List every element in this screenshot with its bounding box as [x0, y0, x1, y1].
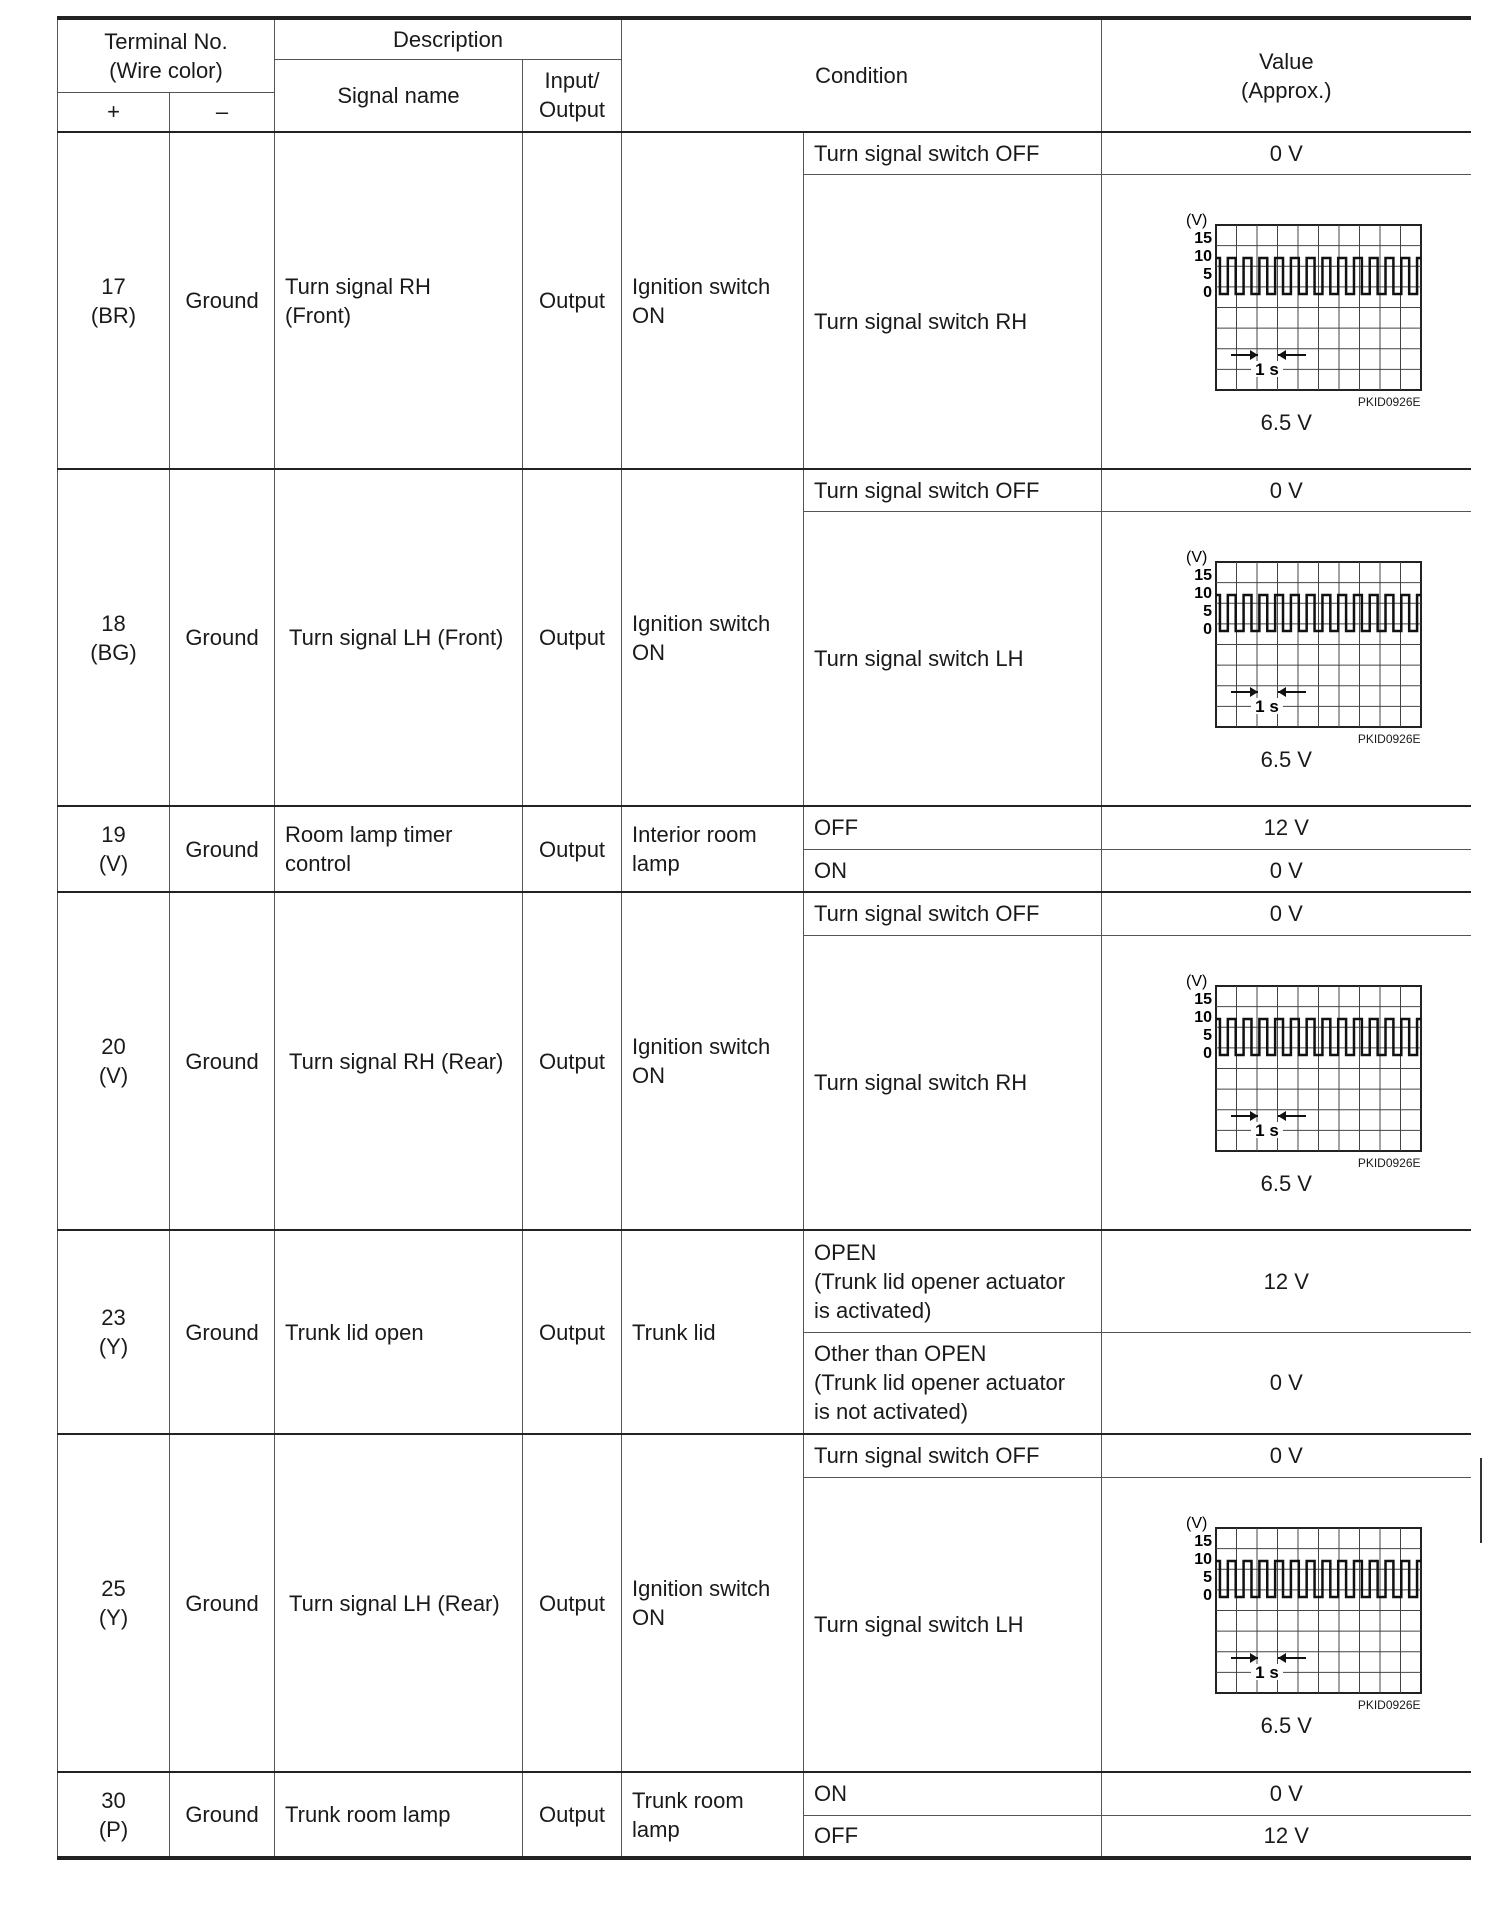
wire-color: (P)	[98, 1816, 129, 1842]
io-cell: Output	[523, 806, 622, 892]
waveform-code: PKID0926E	[1357, 732, 1421, 747]
waveform-y-tick: 5	[1203, 1027, 1213, 1045]
header-value-line1: Value	[1258, 48, 1314, 74]
waveform-time-label: 1 s	[1255, 697, 1280, 717]
waveform-value: 6.5 V	[1260, 1713, 1312, 1739]
terminal-cell	[58, 132, 170, 469]
sub-condition: Turn signal switch RH	[804, 935, 1102, 1230]
waveform-box	[1112, 205, 1461, 437]
terminal-cell	[58, 1772, 170, 1858]
signal-name-line: Trunk room lamp	[285, 1802, 451, 1827]
sub-condition-line: (Trunk lid opener actuator	[814, 1370, 1066, 1396]
wire-color: (Y)	[98, 1605, 129, 1630]
signal-name-cell	[275, 1230, 523, 1434]
io-cell: Output	[523, 469, 622, 806]
page-edge-mark	[1480, 1458, 1482, 1543]
header-io-line2: Output	[539, 97, 606, 123]
terminal-value-table	[57, 16, 1471, 1860]
signal-name-line: Turn signal LH (Front)	[289, 625, 504, 650]
terminal-number: 25	[101, 1576, 126, 1601]
waveform-y-tick: 5	[1203, 603, 1213, 621]
condition-line: lamp	[632, 1816, 680, 1842]
ground-cell: Ground	[170, 132, 275, 469]
condition-line: Ignition switch	[632, 1034, 771, 1059]
waveform-y-tick: 10	[1194, 248, 1213, 266]
sub-condition-line: is not activated)	[814, 1399, 969, 1425]
table-row	[58, 1230, 1471, 1332]
condition-line: ON	[632, 302, 666, 328]
wire-color: (Y)	[98, 1334, 129, 1359]
ground-cell: Ground	[170, 892, 275, 1230]
sub-condition	[804, 1332, 1102, 1434]
ground-cell: Ground	[170, 1434, 275, 1772]
value-cell: 0 V	[1102, 1332, 1471, 1434]
sub-condition: Turn signal switch OFF	[804, 132, 1102, 174]
condition-line: Ignition switch	[632, 1576, 771, 1601]
header-terminal-no: Terminal No.	[104, 28, 228, 54]
header-minus: –	[170, 92, 275, 132]
value-cell: 0 V	[1102, 1772, 1471, 1815]
waveform-y-tick: 15	[1194, 567, 1213, 585]
wire-color: (V)	[98, 851, 129, 876]
signal-name-cell	[275, 132, 523, 469]
waveform-graph	[1146, 205, 1426, 395]
header-terminal	[58, 18, 275, 92]
condition-line: Trunk lid	[632, 1319, 716, 1345]
condition-cell	[622, 1230, 804, 1434]
value-cell: 0 V	[1102, 1434, 1471, 1477]
ground-cell: Ground	[170, 806, 275, 892]
condition-cell	[622, 892, 804, 1230]
signal-name-cell	[275, 1434, 523, 1772]
waveform-box	[1112, 542, 1461, 774]
value-cell: 12 V	[1102, 806, 1471, 849]
waveform-y-tick: 10	[1194, 585, 1213, 603]
value-cell: 0 V	[1102, 469, 1471, 511]
terminal-cell	[58, 1230, 170, 1434]
condition-line: ON	[632, 1063, 666, 1088]
header-wire-color: (Wire color)	[109, 57, 223, 83]
waveform-y-tick: 10	[1194, 1009, 1213, 1027]
waveform-y-tick: 10	[1194, 1551, 1213, 1569]
value-cell: 12 V	[1102, 1230, 1471, 1332]
header-io-line1: Input/	[544, 68, 600, 94]
terminal-number: 20	[101, 1034, 126, 1059]
value-cell: 0 V	[1102, 132, 1471, 174]
condition-line: ON	[632, 639, 666, 665]
terminal-cell	[58, 806, 170, 892]
condition-cell	[622, 1772, 804, 1858]
waveform-y-tick: 15	[1194, 230, 1213, 248]
sub-condition: ON	[804, 1772, 1102, 1815]
header-value	[1102, 18, 1471, 132]
sub-condition: Turn signal switch RH	[804, 174, 1102, 469]
condition-cell	[622, 806, 804, 892]
sub-condition: OFF	[804, 806, 1102, 849]
sub-condition	[804, 1230, 1102, 1332]
condition-cell	[622, 132, 804, 469]
sub-condition: Turn signal switch OFF	[804, 892, 1102, 935]
ground-cell: Ground	[170, 469, 275, 806]
waveform-box	[1112, 966, 1461, 1198]
table-row	[58, 892, 1471, 935]
sub-condition: ON	[804, 849, 1102, 892]
header-condition: Condition	[622, 18, 1102, 132]
signal-name-cell	[275, 892, 523, 1230]
waveform-value-cell	[1102, 935, 1471, 1230]
waveform-y-tick: 5	[1203, 1569, 1213, 1587]
time-marker-arrow	[1278, 350, 1286, 360]
waveform-unit: (V)	[1186, 1515, 1208, 1533]
ground-cell: Ground	[170, 1230, 275, 1434]
waveform-time-label: 1 s	[1255, 360, 1280, 380]
signal-name-line: control	[285, 851, 352, 876]
waveform-value: 6.5 V	[1260, 410, 1312, 436]
condition-line: Ignition switch	[632, 610, 771, 636]
signal-name-cell	[275, 806, 523, 892]
waveform-y-tick: 0	[1203, 1587, 1213, 1605]
wire-color: (BG)	[90, 639, 137, 665]
io-cell: Output	[523, 892, 622, 1230]
signal-name-line: Turn signal RH	[285, 273, 431, 299]
waveform-y-tick: 0	[1203, 284, 1213, 302]
wire-color: (V)	[98, 1063, 129, 1088]
time-marker-arrow	[1278, 1653, 1286, 1663]
header-io	[523, 59, 622, 132]
waveform-graph	[1146, 966, 1426, 1156]
io-cell: Output	[523, 1434, 622, 1772]
waveform-graph	[1146, 1508, 1426, 1698]
signal-name-line: Trunk lid open	[285, 1319, 424, 1345]
waveform-code: PKID0926E	[1357, 1698, 1421, 1713]
table-row	[58, 806, 1471, 849]
waveform-y-tick: 0	[1203, 621, 1213, 639]
waveform-unit: (V)	[1186, 973, 1208, 991]
condition-line: ON	[632, 1605, 666, 1630]
io-cell: Output	[523, 1772, 622, 1858]
sub-condition-line: (Trunk lid opener actuator	[814, 1268, 1066, 1294]
terminal-number: 18	[101, 610, 126, 636]
table-row	[58, 1772, 1471, 1815]
sub-condition: OFF	[804, 1815, 1102, 1858]
wire-color: (BR)	[90, 302, 137, 328]
waveform-value: 6.5 V	[1260, 1171, 1312, 1197]
sub-condition-line: Other than OPEN	[814, 1341, 987, 1367]
ground-cell: Ground	[170, 1772, 275, 1858]
waveform-unit: (V)	[1186, 549, 1208, 567]
io-cell: Output	[523, 1230, 622, 1434]
value-cell: 12 V	[1102, 1815, 1471, 1858]
sub-condition: Turn signal switch LH	[804, 511, 1102, 806]
time-marker-arrow	[1278, 687, 1286, 697]
signal-name-line: Turn signal LH (Rear)	[289, 1590, 500, 1616]
condition-line: Trunk room	[632, 1787, 744, 1813]
waveform-y-tick: 5	[1203, 266, 1213, 284]
signal-name-cell	[275, 469, 523, 806]
header-value-line2: (Approx.)	[1241, 77, 1332, 103]
condition-cell	[622, 1434, 804, 1772]
waveform-code: PKID0926E	[1357, 1156, 1421, 1171]
table-row	[58, 469, 1471, 511]
sub-condition: Turn signal switch OFF	[804, 469, 1102, 511]
terminal-cell	[58, 892, 170, 1230]
table-row	[58, 1434, 1471, 1477]
time-marker-arrow	[1278, 1111, 1286, 1121]
waveform-graph	[1146, 542, 1426, 732]
signal-name-line: Turn signal RH (Rear)	[289, 1048, 504, 1074]
sub-condition-line: OPEN	[814, 1239, 877, 1265]
value-cell: 0 V	[1102, 892, 1471, 935]
sub-condition: Turn signal switch OFF	[804, 1434, 1102, 1477]
signal-name-line: Room lamp timer	[285, 822, 453, 847]
terminal-number: 17	[101, 273, 126, 299]
value-cell: 0 V	[1102, 849, 1471, 892]
condition-line: lamp	[632, 851, 680, 876]
table-row	[58, 132, 1471, 174]
sub-condition-line: is activated)	[814, 1297, 932, 1323]
header-plus: +	[58, 92, 170, 132]
waveform-y-tick: 15	[1194, 1533, 1213, 1551]
condition-line: Interior room	[632, 822, 757, 847]
waveform-code: PKID0926E	[1357, 395, 1421, 410]
waveform-time-label: 1 s	[1255, 1121, 1280, 1141]
waveform-value-cell	[1102, 1477, 1471, 1772]
sub-condition: Turn signal switch LH	[804, 1477, 1102, 1772]
waveform-value-cell	[1102, 511, 1471, 806]
io-cell: Output	[523, 132, 622, 469]
waveform-y-tick: 0	[1203, 1045, 1213, 1063]
terminal-number: 23	[101, 1305, 126, 1330]
signal-name-cell	[275, 1772, 523, 1858]
waveform-value-cell	[1102, 174, 1471, 469]
header-signal-name: Signal name	[275, 59, 523, 132]
terminal-cell	[58, 1434, 170, 1772]
waveform-y-tick: 15	[1194, 991, 1213, 1009]
terminal-cell	[58, 469, 170, 806]
signal-name-line: (Front)	[285, 302, 352, 328]
waveform-time-label: 1 s	[1255, 1663, 1280, 1683]
terminal-number: 19	[101, 822, 126, 847]
waveform-unit: (V)	[1186, 212, 1208, 230]
condition-cell	[622, 469, 804, 806]
header-description: Description	[275, 18, 622, 59]
waveform-value: 6.5 V	[1260, 747, 1312, 773]
condition-line: Ignition switch	[632, 273, 771, 299]
terminal-number: 30	[101, 1787, 126, 1813]
waveform-box	[1112, 1508, 1461, 1740]
